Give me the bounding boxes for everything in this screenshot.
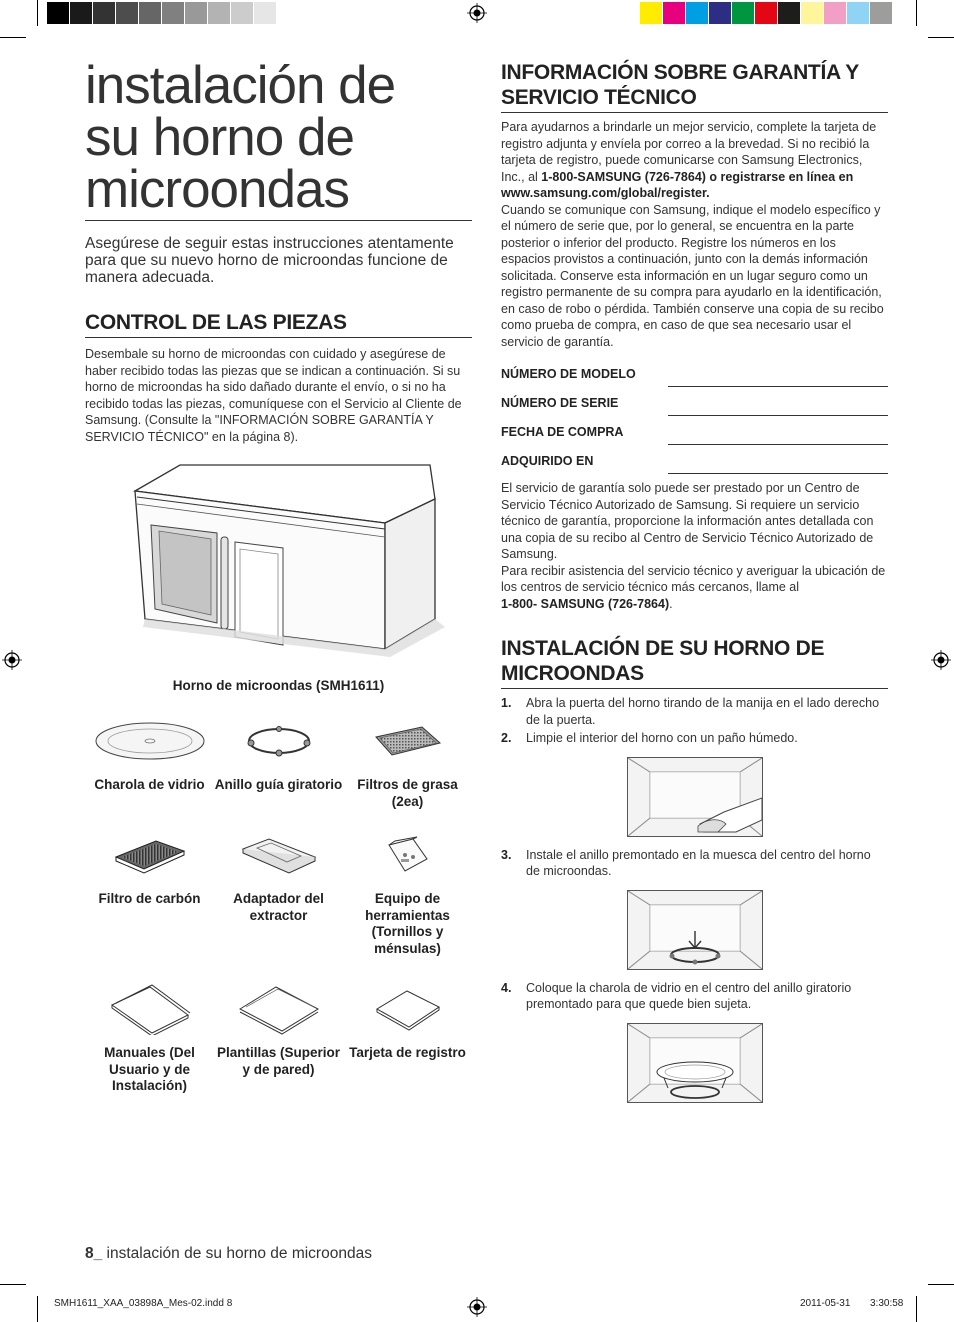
page-title: [85, 56, 472, 221]
part-item: [214, 819, 343, 973]
install-steps: [501, 980, 888, 1013]
page-number: 8_: [85, 1245, 103, 1262]
step-number: 2.: [501, 731, 512, 745]
part-label: Tarjeta de registro: [349, 1045, 466, 1060]
gray-color-bar: [47, 2, 300, 24]
crop-mark: [0, 1284, 26, 1285]
color-swatch: [847, 2, 870, 24]
color-swatch: [870, 2, 893, 24]
color-swatch: [208, 2, 231, 24]
service-paragraph: El servicio de garantía solo puede ser prestado por un Centro de Servicio Técnico Autorizado de Samsung. Si requiere un servicio técnico de garantía, proporcione la información antes detallada con una copia de su recibo al Centro de Servicio Técnico Autorizado de Samsung.: [501, 481, 874, 561]
crop-mark: [916, 0, 917, 26]
warranty-text: Para ayudarnos a brindarle un mejor servicio, complete la tarjeta de registro adjunta y envíela por correo a la brevedad. Si no recibió la tarjeta de registro, puede comunicarse con Samsung Electronics, Inc., al: [501, 120, 877, 184]
color-swatch: [93, 2, 116, 24]
slug-time: 3:30:58: [870, 1298, 904, 1309]
part-label: Plantillas (Superior y de pared): [216, 1045, 341, 1077]
service-paragraph-2: [501, 563, 888, 613]
step-item: [501, 730, 888, 747]
part-label: Charola de vidrio: [94, 777, 205, 792]
warranty-paragraph: [501, 119, 888, 202]
registration-mark-icon: [467, 3, 487, 23]
color-swatch: [116, 2, 139, 24]
slug-filename: SMH1611_XAA_03898A_Mes-02.indd 8: [54, 1298, 233, 1309]
part-item: [343, 819, 472, 973]
title-line: instalación de: [85, 56, 396, 115]
service-phone: 1-800- SAMSUNG (726-7864): [501, 596, 670, 611]
color-swatch: [709, 2, 732, 24]
color-swatch: [162, 2, 185, 24]
step-text: Instale el anillo premontado en la muesca del centro del horno de microondas.: [526, 847, 871, 878]
color-swatch: [686, 2, 709, 24]
parts-grid: [85, 705, 472, 1095]
field-label: NÚMERO DE SERIE: [501, 396, 619, 410]
service-text: Para recibir asistencia del servicio técnico y averiguar la ubicación de los centros de servicio técnico más cercanos, llame al: [501, 563, 886, 594]
step-4-illustration: [627, 1023, 763, 1103]
exhaust-adapter-icon: [239, 835, 319, 875]
part-item: [85, 973, 214, 1095]
warranty-paragraph-2: Cuando se comunique con Samsung, indique el modelo específico y el número de serie que, por lo general, se encuentra en la parte posterior o inferior del producto. Registre los números en los espacios provistos a continuación, junto con la demás información solicitada. Conserve esta información en un lugar seguro como un registro permanente de su compra para ayudarlo en la identificación, en caso de robo o pérdida. También conserve una copia de su recibo como prueba de compra, en caso de que sea necesario usar el servicio de garantía.: [501, 202, 884, 349]
color-swatch: [755, 2, 778, 24]
title-line: microondas: [85, 160, 349, 219]
process-color-bar: [640, 2, 893, 24]
model-number-field[interactable]: [668, 358, 888, 387]
hardware-bag-icon: [383, 835, 433, 875]
install-heading: INSTALACIÓN DE SU HORNO DE MICROONDAS: [501, 636, 888, 689]
service-text-end: .: [669, 596, 673, 611]
registration-card-icon: [373, 987, 443, 1031]
parts-heading: CONTROL DE LAS PIEZAS: [85, 310, 472, 338]
color-swatch: [663, 2, 686, 24]
right-column: [501, 60, 888, 1113]
step-number: 3.: [501, 847, 512, 862]
step-number: 1.: [501, 696, 512, 710]
color-swatch: [139, 2, 162, 24]
grease-filter-icon: [372, 723, 444, 759]
color-swatch: [640, 2, 663, 24]
registration-mark-icon: [467, 1297, 487, 1317]
warranty-heading: INFORMACIÓN SOBRE GARANTÍA Y SERVICIO TÉCNICO: [501, 60, 888, 113]
serial-number-row: [501, 387, 888, 416]
registration-mark-icon: [2, 650, 22, 670]
title-line: su horno de: [85, 108, 354, 167]
part-label: Anillo guía giratorio: [214, 777, 343, 792]
part-label: Manuales (Del Usuario y de Instalación): [104, 1045, 195, 1093]
purchased-at-row: [501, 445, 888, 474]
part-item: [85, 705, 214, 819]
oven-caption: Horno de microondas (SMH1611): [172, 678, 385, 693]
part-label: Filtro de carbón: [98, 891, 201, 906]
microwave-oven-icon: [85, 459, 472, 674]
charcoal-filter-icon: [112, 835, 188, 875]
purchase-record-form: [501, 358, 888, 474]
part-label: Equipo de herramientas (Tornillos y ménsulas): [365, 891, 450, 956]
registration-mark-icon: [931, 650, 951, 670]
wiping-cavity-icon: [628, 758, 762, 836]
step-text: Coloque la charola de vidrio en el centro del anillo giratorio premontado para que quede bien sujeta.: [526, 980, 852, 1011]
field-label: NÚMERO DE MODELO: [501, 367, 636, 381]
color-swatch: [47, 2, 70, 24]
parts-text: Desembale su horno de microondas con cuidado y asegúrese de haber recibido todas las piezas que se indican a continuación. Si su horno de microondas ha sido dañado durante el envío, o si no ha recibido todas las piezas, comuníquese con el Servicio al Cliente de Samsung. (Consulte la "INFORMACIÓN SOBRE GARANTÍA Y SERVICIO TÉCNICO" en la página 8).: [85, 347, 462, 444]
color-swatch: [732, 2, 755, 24]
color-swatch: [277, 2, 300, 24]
footer-section: instalación de su horno de microondas: [102, 1245, 372, 1262]
crop-mark: [928, 1284, 954, 1285]
left-column: [85, 56, 472, 1095]
color-swatch: [824, 2, 847, 24]
field-label: FECHA DE COMPRA: [501, 425, 624, 439]
part-item: [343, 705, 472, 819]
crop-mark: [916, 1296, 917, 1322]
page-footer: [85, 1245, 372, 1263]
samsung-contact: 1-800-SAMSUNG (726-7864) o registrarse en línea en www.samsung.com/global/register.: [501, 169, 854, 200]
roller-ring-icon: [244, 721, 314, 761]
part-item: [214, 705, 343, 819]
color-swatch: [185, 2, 208, 24]
crop-mark: [37, 1296, 38, 1322]
part-label: Adaptador del extractor: [233, 891, 324, 923]
intro-text: Asegúrese de seguir estas instrucciones atentamente para que su nuevo horno de microondas funcione de manera adecuada.: [85, 235, 454, 286]
color-swatch: [254, 2, 277, 24]
step-3-illustration: [627, 890, 763, 970]
model-number-row: [501, 358, 888, 387]
purchase-date-row: [501, 416, 888, 445]
manuals-icon: [108, 983, 192, 1035]
tray-install-icon: [628, 1024, 762, 1102]
part-item: [343, 973, 472, 1095]
step-item: [501, 980, 888, 1013]
crop-mark: [0, 37, 26, 38]
color-swatch: [231, 2, 254, 24]
part-item: [214, 973, 343, 1095]
templates-icon: [236, 983, 322, 1035]
part-label: Filtros de grasa (2ea): [357, 777, 458, 809]
part-item: [85, 819, 214, 973]
step-number: 4.: [501, 980, 512, 995]
microwave-illustration: [85, 459, 472, 674]
purchased-at-field[interactable]: [668, 445, 888, 474]
install-steps: [501, 695, 888, 747]
crop-mark: [928, 37, 954, 38]
ring-install-icon: [628, 891, 762, 969]
slug-date: 2011-05-31: [800, 1298, 851, 1309]
install-steps: [501, 847, 888, 880]
field-label: ADQUIRIDO EN: [501, 454, 594, 468]
serial-number-field[interactable]: [668, 387, 888, 416]
color-swatch: [801, 2, 824, 24]
crop-mark: [37, 0, 38, 26]
step-text: Abra la puerta del horno tirando de la manija en el lado derecho de la puerta.: [526, 696, 880, 727]
step-2-illustration: [627, 757, 763, 837]
step-item: [501, 695, 888, 728]
color-swatch: [70, 2, 93, 24]
purchase-date-field[interactable]: [668, 416, 888, 445]
step-text: Limpie el interior del horno con un paño húmedo.: [526, 731, 798, 745]
color-swatch: [778, 2, 801, 24]
glass-tray-icon: [94, 719, 206, 763]
step-item: [501, 847, 888, 880]
